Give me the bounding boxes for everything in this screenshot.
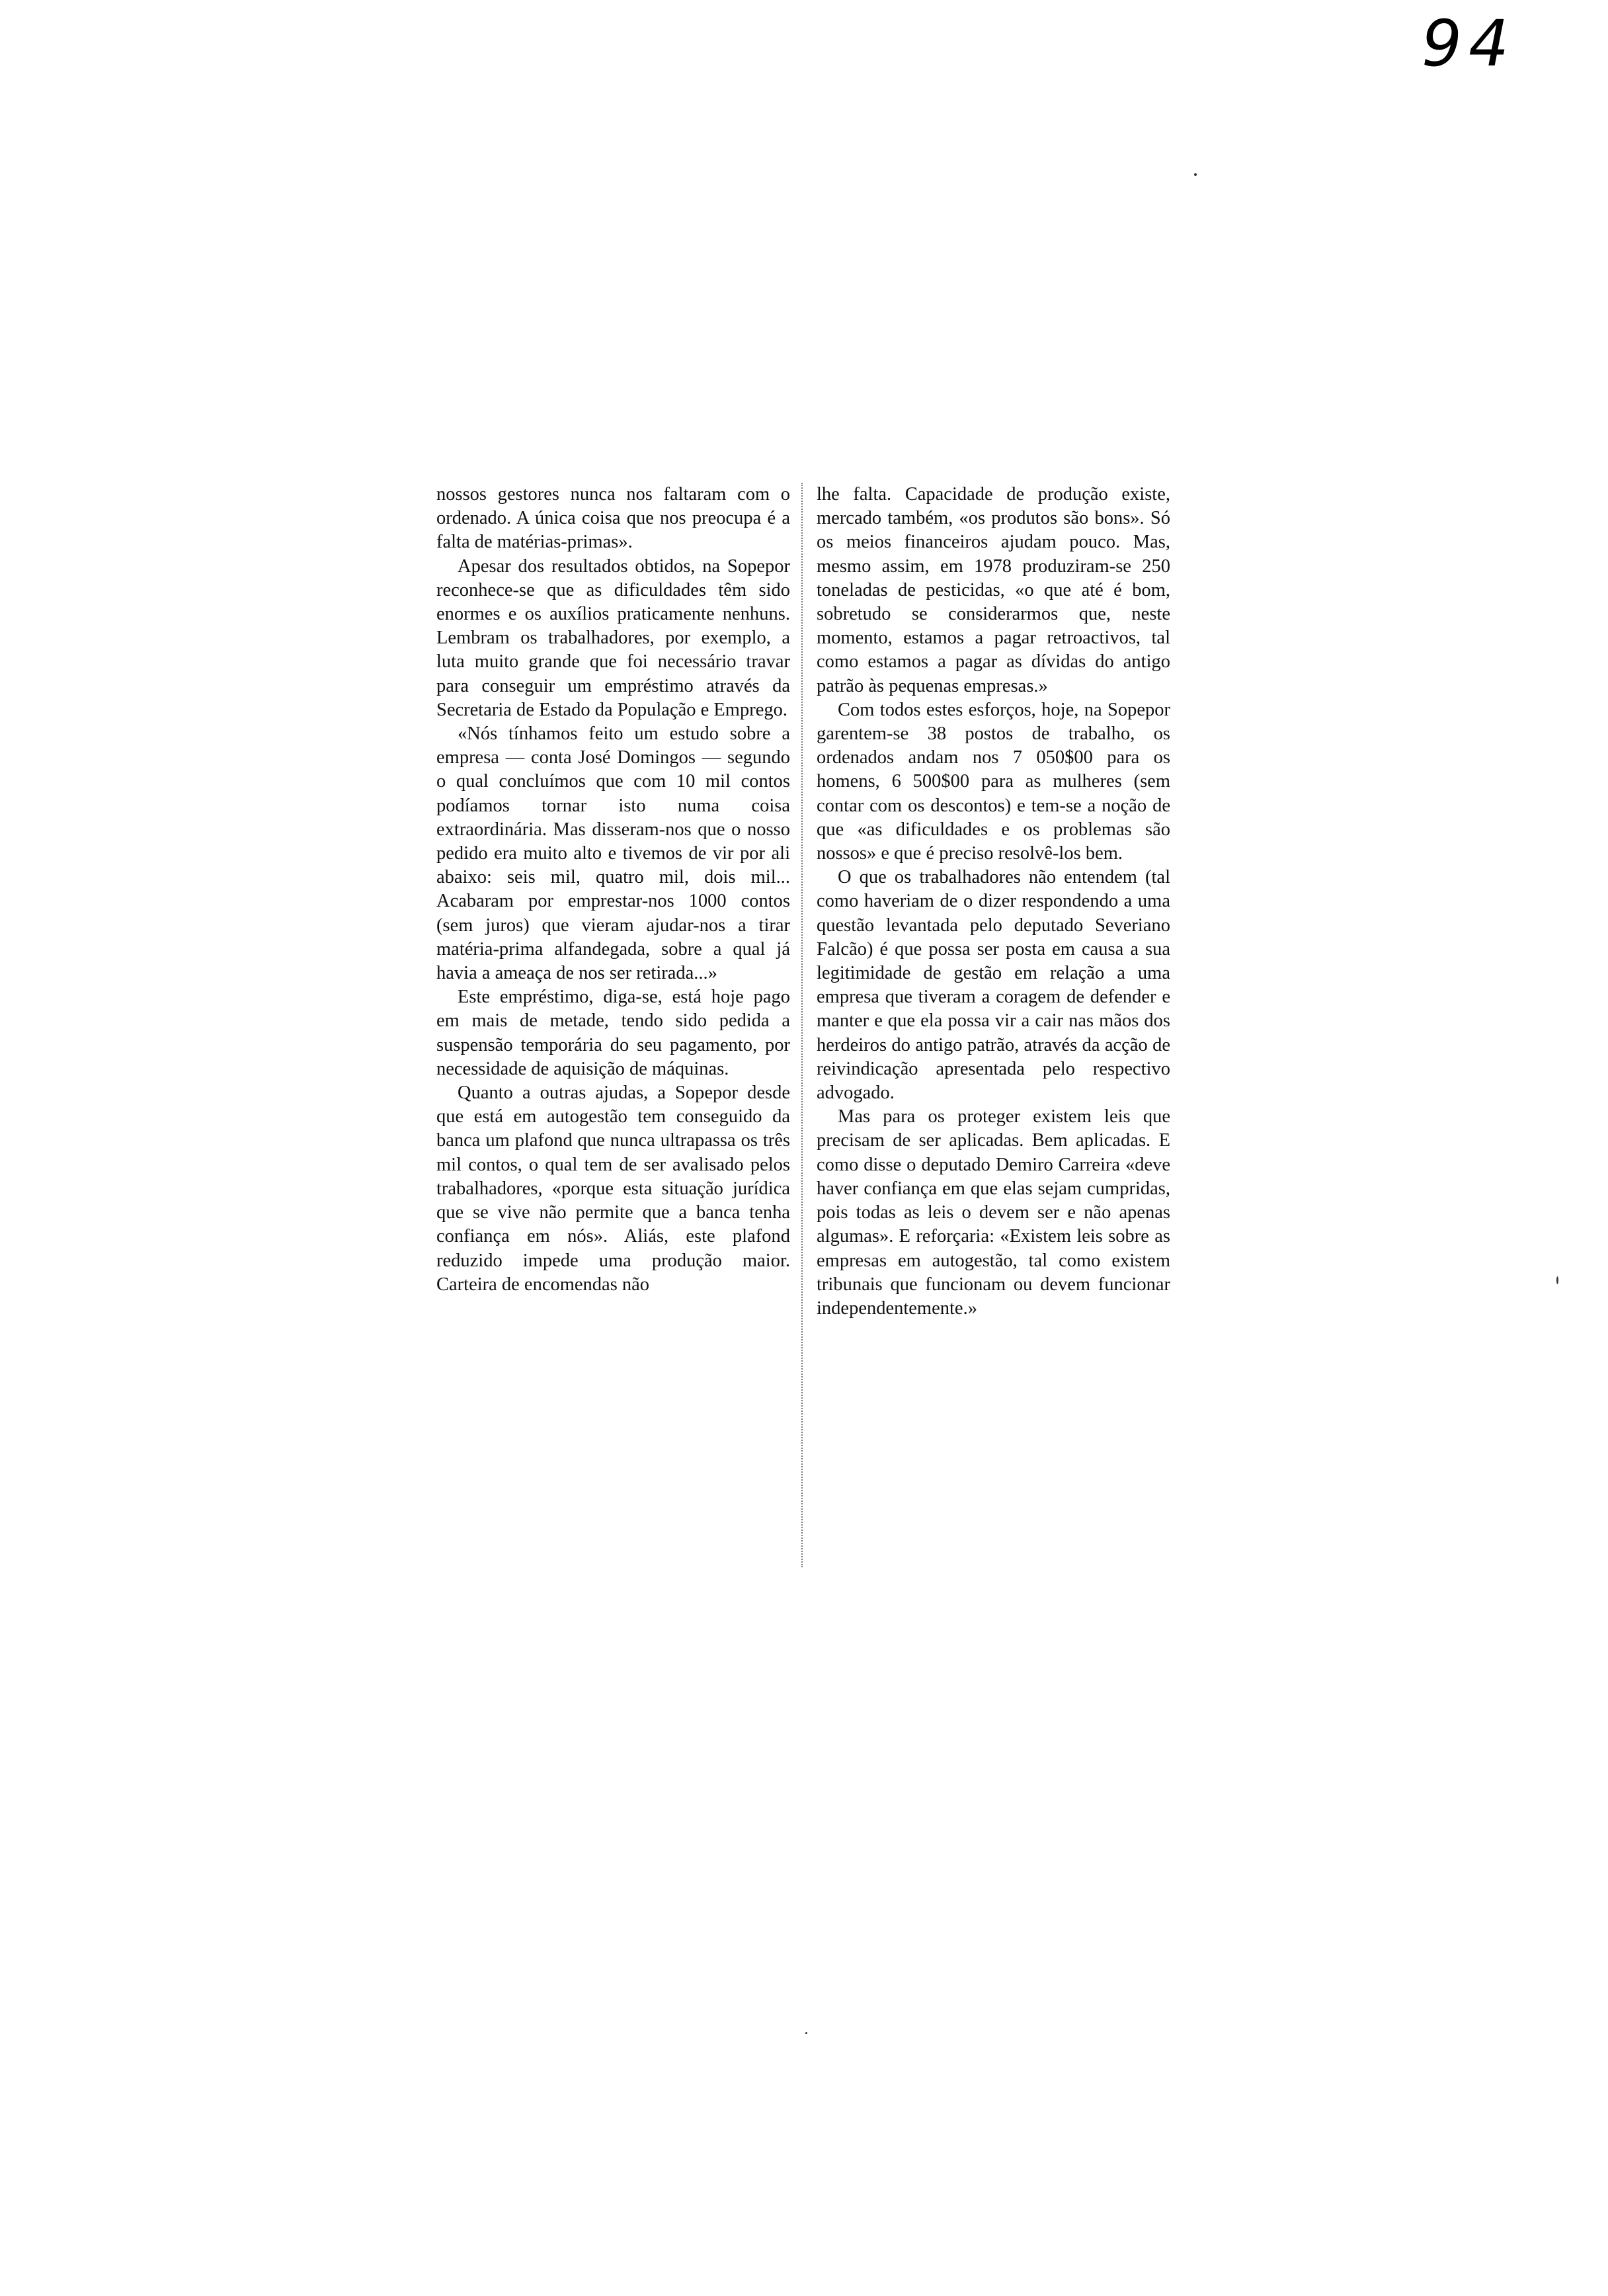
article-paragraph: nossos gestores nunca nos faltaram com o ordenado. A única coisa que nos preocupa é a falta de matérias-primas». [436, 484, 790, 553]
scan-speck [1556, 1276, 1558, 1284]
article-paragraph: «Nós tínhamos feito um estudo sobre a empresa — conta José Domingos — segundo o qual concluímos que com 10 mil contos podíamos tornar isto numa coisa extraordinária. Mas disseram-nos que o nosso pedido era muito alto e tivemos de vir por ali abaixo: seis mil, quatro mil, dois mil... Acabaram por emprestar-nos 1000 contos (sem juros) que vieram ajudar-nos a tirar matéria-prima alfandegada, sobre a qual já havia a ameaça de nos ser retirada...» [436, 723, 790, 984]
scan-speck [1194, 173, 1197, 176]
article-paragraph: Quanto a outras ajudas, a Sopepor desde que está em autogestão tem conseguido da banca um plafond que nunca ultrapassa os três mil contos, o qual tem de ser avalisado pelos trabalhadores, «porque esta situação jurídica que se vive não permite que a banca tenha confiança em nós». Aliás, este plafond reduzido impede uma produção maior. Carteira de encomendas não [436, 1083, 790, 1295]
article-left-column [436, 483, 790, 1297]
article-paragraph: Apesar dos resultados obtidos, na Sopepor reconhece-se que as dificuldades têm sido enormes e os auxílios praticamente nenhuns. Lembram os trabalhadores, por exemplo, a luta muito grande que foi necessário travar para conseguir um empréstimo através da Secretaria de Estado da População e Emprego. [436, 555, 790, 720]
article-paragraph: Este empréstimo, diga-se, está hoje pago em mais de metade, tendo sido pedida a suspensão temporária do seu pagamento, por necessidade de aquisição de máquinas. [436, 987, 790, 1079]
article-paragraph: lhe falta. Capacidade de produção existe, mercado também, «os produtos são bons». Só os meios financeiros ajudam pouco. Mas, mesmo assim, em 1978 produziram-se 250 toneladas de pesticidas, «o que até é bom, sobretudo se considerarmos que, neste momento, estamos a pagar retroactivos, tal como estamos a pagar as dívidas do antigo patrão às pequenas empresas.» [817, 484, 1170, 696]
article-right-column [817, 483, 1170, 1321]
article-paragraph: O que os trabalhadores não entendem (tal como haveriam de o dizer respondendo a uma questão levantada pelo deputado Severiano Falcão) é que possa ser posta em causa a sua legitimidade de gestão em relação a uma empresa que tiveram a coragem de defender e manter e que ela possa vir a cair nas mãos dos herdeiros do antigo patrão, através da acção de reivindicação apresentada pelo respectivo advogado. [817, 867, 1170, 1104]
article-paragraph: Mas para os proteger existem leis que precisam de ser aplicadas. Bem aplicadas. E como disse o deputado Demiro Carreira «deve haver confiança em que elas sejam cumpridas, pois todas as leis o devem ser e não apenas algumas». E reforçaria: «Existem leis sobre as empresas em autogestão, tal como existem tribunais que funcionam ou devem funcionar independentemente.» [817, 1106, 1170, 1319]
column-divider [801, 483, 803, 1567]
newspaper-clipping [436, 483, 1170, 1574]
article-paragraph: Com todos estes esforços, hoje, na Sopepor garentem-se 38 postos de trabalho, os ordenados andam nos 7 050$00 para os homens, 6 500$00 para as mulheres (sem contar com os descontos) e tem-se a noção de que «as dificuldades e os problemas são nossos» e que é preciso resolvê-los bem. [817, 699, 1170, 864]
scan-speck [805, 2032, 807, 2034]
page-number: 94 [1422, 7, 1516, 81]
